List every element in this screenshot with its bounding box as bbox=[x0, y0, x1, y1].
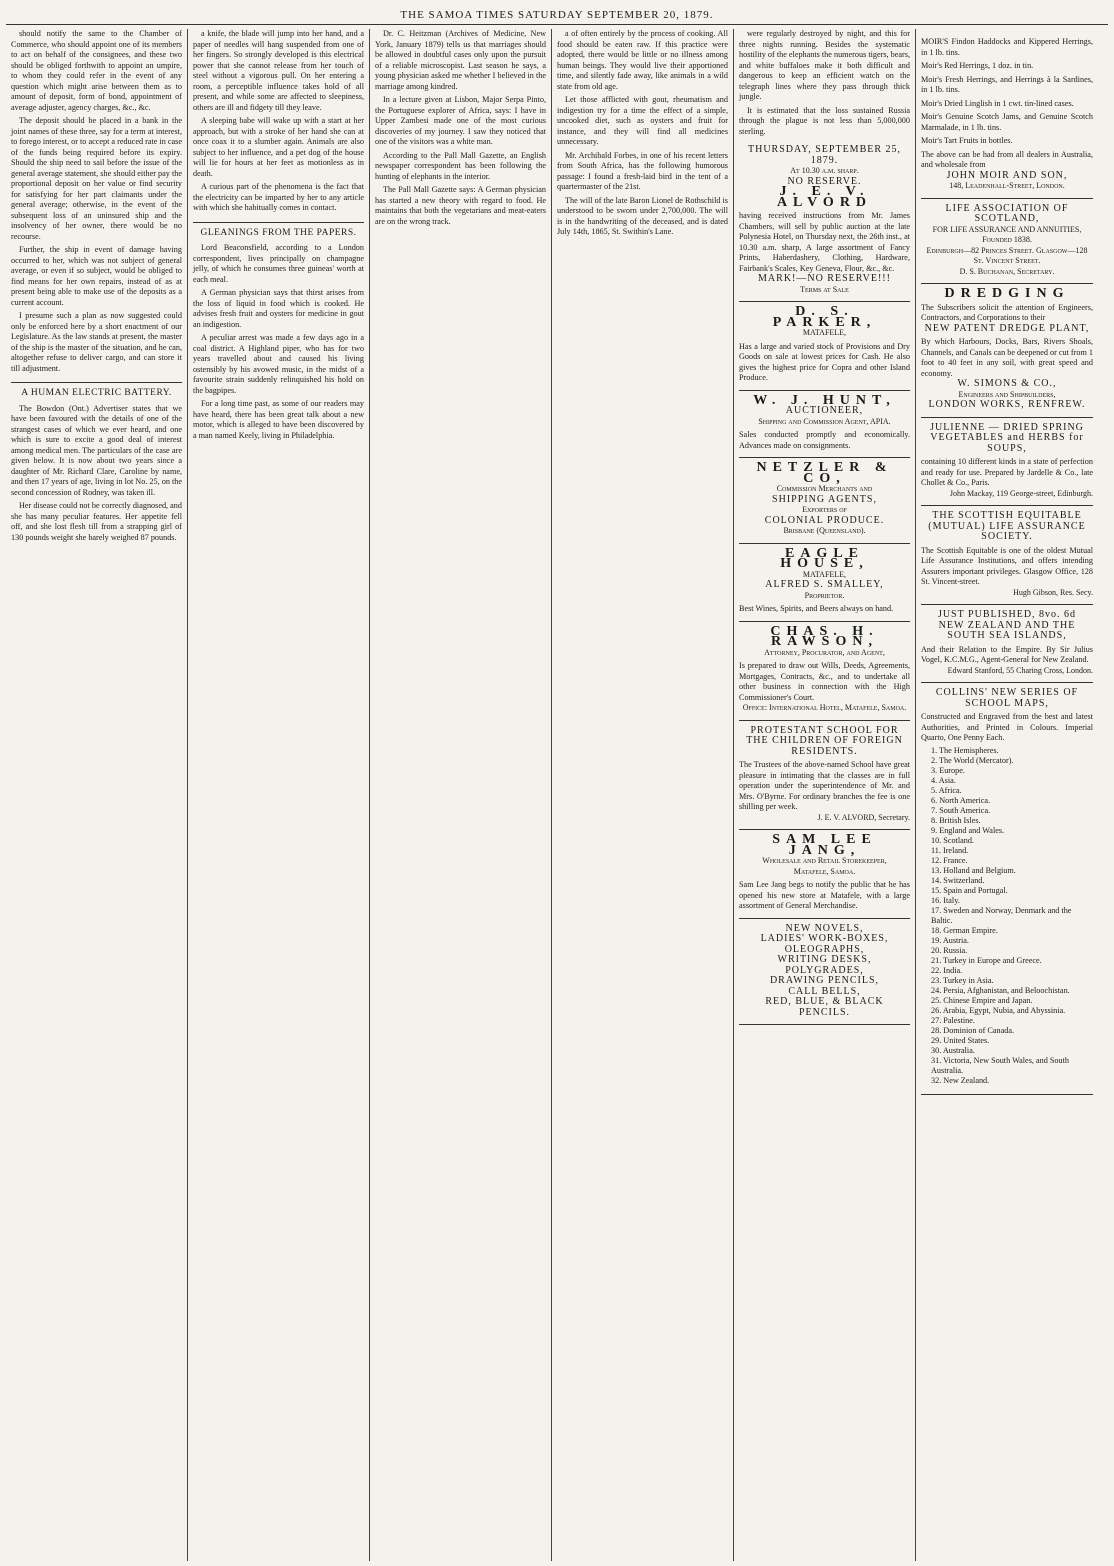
equitable-name: THE SCOTTISH EQUITABLE (MUTUAL) LIFE ASSURANCE SOCIETY. bbox=[928, 510, 1086, 542]
samlee-place: Matafele, Samoa. bbox=[793, 866, 856, 876]
auction-time: At 10.30 a.m. sharp. bbox=[790, 166, 859, 175]
julienne-ad bbox=[921, 418, 1093, 507]
paragraph: a of often entirely by the process of cooking. All food should be eaten raw. If this practice were adopted, there would be little or no illness among human beings. They would live their apportioned time, and silently fade away, like animals in a wild state from old age. bbox=[557, 29, 728, 91]
life-ad bbox=[921, 199, 1093, 285]
samlee-name: SAM LEE JANG, bbox=[772, 832, 877, 858]
list-item: 1. The Hemispheres. bbox=[931, 745, 999, 755]
dredging-body2: By which Harbours, Docks, Bars, Rivers Shoals, Channels, and Canals can be deepened or cut from 1 foot to 40 feet in any soil, with great speed and economy. bbox=[921, 337, 1093, 378]
column-5 bbox=[734, 29, 916, 1561]
parker-ad bbox=[739, 302, 910, 391]
moir-item: Moir's Dried Linglish in 1 cwt. tin-lined cases. bbox=[921, 98, 1074, 108]
paragraph: were regularly destroyed by night, and this for three nights running. Besides the systematic hostility of the elephants the numerous tigers, bears, and white buffaloes make it both difficult and dangerous to keep an efficient watch on the telegraph lines where they pass through thick jungle. bbox=[739, 29, 910, 101]
article-heading: A HUMAN ELECTRIC BATTERY. bbox=[11, 382, 182, 399]
rawson-sub: Attorney, Procurator, and Agent, bbox=[764, 647, 885, 657]
moir-addr: 148, Leadenhall-Street, London. bbox=[949, 181, 1065, 190]
list-item: 30. Australia. bbox=[931, 1045, 975, 1055]
samlee-body: Sam Lee Jang begs to notify the public that he has opened his new store at Matafele, with a large assortment of General Merchandise. bbox=[739, 880, 910, 910]
novels-item: RED, BLUE, & BLACK PENCILS. bbox=[765, 996, 884, 1018]
list-item: 15. Spain and Portugal. bbox=[931, 885, 1008, 895]
eagle-owner: ALFRED S. SMALLEY, bbox=[765, 579, 884, 590]
collins-name: COLLINS' NEW SERIES OF SCHOOL MAPS, bbox=[935, 687, 1079, 709]
columns bbox=[6, 29, 1108, 1561]
paragraph: Let those afflicted with gout, rheumatism and indigestion try for a time the effect of a simple, uncooked diet, such as oysters and fruit for instance, and they will find all medicines unnecessary. bbox=[557, 95, 728, 146]
life-addr: Edinburgh—82 Princes Street. Glasgow—128 St. Vincent Street. bbox=[926, 245, 1088, 265]
list-item: 28. Dominion of Canada. bbox=[931, 1025, 1014, 1035]
list-item: 7. South America. bbox=[931, 805, 991, 815]
dredging-line: NEW PATENT DREDGE PLANT, bbox=[924, 322, 1090, 334]
list-item: 9. England and Wales. bbox=[931, 825, 1005, 835]
column-1 bbox=[6, 29, 188, 1561]
nz-ad bbox=[921, 605, 1093, 683]
novels-item: LADIES' WORK-BOXES, bbox=[760, 933, 889, 944]
eagle-name: EAGLE HOUSE, bbox=[780, 545, 869, 571]
paragraph: Mr. Archibald Forbes, in one of his recent letters from South Africa, has the following humorous passage: I found a fresh-laid bird in the tent of a quartermaster of the 21st. bbox=[557, 150, 728, 191]
list-item: 25. Chinese Empire and Japan. bbox=[931, 995, 1033, 1005]
parker-name: D. S. PARKER, bbox=[772, 304, 877, 330]
column-2 bbox=[188, 29, 370, 1561]
eagle-ad bbox=[739, 544, 910, 622]
paragraph: The Pall Mall Gazette says: A German physician has started a new theory with regard to food. He maintains that both the vegetarians and meat-eaters are on the wrong track. bbox=[375, 185, 546, 226]
list-item: 13. Holland and Belgium. bbox=[931, 865, 1016, 875]
auction-ad bbox=[739, 140, 910, 302]
list-item: 32. New Zealand. bbox=[931, 1075, 990, 1085]
julienne-body: containing 10 different kinds in a state of perfection and ready for use. Prepared by Jardelle & Co., late Chollet & Co., Paris. bbox=[921, 457, 1093, 487]
paragraph: According to the Pall Mall Gazette, an English newspaper correspondent has been following the hunting of elephants in the interior. bbox=[375, 150, 546, 181]
novels-item: OLEOGRAPHS, bbox=[784, 943, 865, 955]
paragraph: A German physician says that thirst arises from the loss of liquid in food which is cooked. He advises fresh fruit and oysters for medicine in gout an indigestion. bbox=[193, 288, 364, 329]
moir-item: MOIR'S Findon Haddocks and Kippered Herrings, in 1 lb. tins. bbox=[921, 37, 1093, 57]
list-item: 31. Victoria, New South Wales, and South Australia. bbox=[931, 1055, 1069, 1075]
netzler-line2: COLONIAL PRODUCE. bbox=[764, 514, 885, 526]
paragraph: It is estimated that the loss sustained Russia through the plague is not less than 5,000,000 sterling. bbox=[739, 105, 910, 136]
dredging-place: LONDON WORKS, RENFREW. bbox=[928, 399, 1086, 410]
paragraph: A peculiar arrest was made a few days ago in a coal district. A Highland piper, who has for two years travelled about and caused his living ostensibly by his avowed music, in the midst of a favourite strain suddenly relinquished his hold on the bagpipes. bbox=[193, 333, 364, 395]
list-item: 27. Palestine. bbox=[931, 1015, 975, 1025]
collins-list bbox=[921, 746, 1093, 1086]
moir-ad bbox=[921, 29, 1093, 199]
netzler-sub2: Exporters of bbox=[802, 505, 847, 514]
paragraph: For a long time past, as some of our readers may have heard, there has been great talk about a new motor, which is alleged to have been discovered by a man named Keely, living in Philadelphia. bbox=[193, 399, 364, 440]
netzler-sub: Commission Merchants and bbox=[776, 484, 873, 493]
rawson-body: Is prepared to draw out Wills, Deeds, Agreements, Mortgages, Contracts, &c., and to undertake all other business in connection with the High Commissioner's Court. bbox=[739, 661, 910, 702]
list-item: 14. Switzerland. bbox=[931, 875, 985, 885]
list-item: 18. German Empire. bbox=[931, 925, 998, 935]
life-sub: FOR LIFE ASSURANCE AND ANNUITIES, Founded 1838. bbox=[932, 224, 1082, 244]
rawson-name: CHAS. H. RAWSON, bbox=[770, 623, 879, 649]
moir-item: Moir's Red Herrings, 1 doz. in tin. bbox=[921, 61, 1034, 70]
paragraph: a knife, the blade will jump into her hand, and a paper of needles will hang suspended from one of her fingers. So strongly developed is this electrical power that she cannot release from her touch of steel without a vigorous pull. On her entering a room, a perceptible influence takes hold of all present, and while some are affected to sleepiness, others are ill and fidgety till they leave. bbox=[193, 29, 364, 112]
list-item: 21. Turkey in Europe and Greece. bbox=[931, 955, 1042, 965]
moir-item: Moir's Tart Fruits in bottles. bbox=[921, 136, 1013, 145]
rawson-ad bbox=[739, 622, 910, 721]
list-item: 20. Russia. bbox=[931, 945, 968, 955]
column-3 bbox=[370, 29, 552, 1561]
dredging-body: The Subscribers solicit the attention of Engineers, Contractors, and Corporations to their bbox=[921, 302, 1093, 322]
dredging-firm: W. SIMONS & CO., bbox=[957, 378, 1057, 389]
auction-date: THURSDAY, SEPTEMBER 25, 1879. bbox=[747, 144, 902, 166]
auction-body: having received instructions from Mr. James Chambers, will sell by public auction at the late Polynesia Hotel, on Thursday next, the 26th inst., at 10.30 a.m. sharp, A large assortment of Fancy Prints, Haberdashery, Clothing, Hardware, Fairbank's Scales, Key Geneva, Flour, &c., &c. bbox=[739, 211, 910, 273]
eagle-body: Best Wines, Spirits, and Beers always on hand. bbox=[739, 604, 894, 613]
school-heading: PROTESTANT SCHOOL FOR THE CHILDREN OF FOREIGN RESIDENTS. bbox=[746, 724, 903, 757]
parker-place: MATAFELE, bbox=[802, 328, 847, 337]
novels-item: NEW NOVELS, bbox=[785, 922, 864, 934]
nz-name: JUST PUBLISHED, 8vo. 6d bbox=[937, 609, 1077, 620]
list-item: 10. Scotland. bbox=[931, 835, 974, 845]
paragraph: Lord Beaconsfield, according to a London correspondent, lives principally on champagne jelly, of which he consumes three guineas' worth at each meal. bbox=[193, 243, 364, 284]
moir-name: JOHN MOIR AND SON, bbox=[946, 169, 1068, 181]
list-item: 17. Sweden and Norway, Denmark and the Baltic. bbox=[931, 905, 1072, 925]
list-item: 5. Africa. bbox=[931, 785, 962, 795]
novels-item: CALL BELLS, bbox=[788, 985, 861, 997]
hunt-title: AUCTIONEER, bbox=[785, 405, 864, 416]
masthead: THE SAMOA TIMES SATURDAY SEPTEMBER 20, 1879. bbox=[6, 6, 1108, 25]
moir-item: Moir's Genuine Scotch Jams, and Genuine Scotch Marmalade, in 1 lb. tins. bbox=[921, 112, 1093, 132]
eagle-place: MATAFELE, bbox=[802, 569, 847, 579]
nz-body: And their Relation to the Empire. By Sir Julius Vogel, K.C.M.G., Agent-General for New Zealand. bbox=[921, 644, 1093, 664]
dredging-sub: Engineers and Shipbuilders, bbox=[958, 389, 1056, 399]
novels-item: DRAWING PENCILS, bbox=[769, 975, 880, 986]
list-item: 19. Austria. bbox=[931, 935, 969, 945]
paragraph: Dr. C. Heitzman (Archives of Medicine, New York, January 1879) tells us that marriages should be allowed in doubtful cases only upon the pursuit of a reliable microscopist. Last season he says, a young physician asked me whether I believed in the marriage among kindred. bbox=[375, 29, 546, 91]
paragraph: I presume such a plan as now suggested could only be enforced here by a short enactment of our Legislature. As the law stands at present, the master of the ship is the master of the situation, and he can, altogether refuse to deliver cargo, and can store it till adjustment. bbox=[11, 311, 182, 373]
hunt-sub: Shipping and Commission Agent, APIA. bbox=[758, 416, 891, 426]
equitable-sign: Hugh Gibson, Res. Secy. bbox=[1013, 587, 1093, 597]
auction-reserve: NO RESERVE. bbox=[787, 175, 862, 187]
paragraph: In a lecture given at Lisbon, Major Serpa Pinto, the Portuguese explorer of Africa, says: I have in Upper Zambesi made one of the most curious discoveries of my journey. I saw they noticed that one of the visitors was a white man. bbox=[375, 95, 546, 146]
paragraph: The Bowdon (Ont.) Advertiser states that we have been favoured with the details of one of the strangest cases of which we ever heard, and one which is sure to excite a good deal of interest among medical men. The particulars of the case are given below. It is now about two years since a daughter of Mr. Richard Clare, Caroline by name, and then 17 years of age, living in lot No. 25, on the second concession of Rodney, was taken ill. bbox=[11, 403, 182, 497]
list-item: 6. North America. bbox=[931, 795, 991, 805]
collins-body: Constructed and Engraved from the best and latest Authorities, and Printed in Colours. Imperial Quarto, One Penny Each. bbox=[921, 712, 1093, 742]
novels-item: POLYGRADES, bbox=[785, 964, 864, 976]
netzler-line: SHIPPING AGENTS, bbox=[772, 493, 877, 505]
eagle-role: Proprietor. bbox=[804, 590, 845, 600]
equitable-ad bbox=[921, 506, 1093, 605]
parker-body: Has a large and varied stock of Provisions and Dry Goods on sale at lowest prices for Cash. He also gives the highest price for Copra and other Island Produce. bbox=[739, 341, 910, 382]
list-item: 29. United States. bbox=[931, 1035, 990, 1045]
paragraph: Further, the ship in event of damage having occurred to her, which was not subject of general average, or even if so subject, would be obliged to find means for her own repairs, instead of as at present being able to make use of the deposits as a current account. bbox=[11, 245, 182, 307]
list-item: 12. France. bbox=[931, 855, 968, 865]
auction-mark: MARK!—NO RESERVE!!! bbox=[758, 273, 891, 284]
hunt-name: W. J. HUNT, bbox=[753, 392, 896, 408]
rawson-office: Office: International Hotel, Matafele, Samoa. bbox=[742, 703, 907, 712]
list-item: 16. Italy. bbox=[931, 895, 960, 905]
list-item: 3. Europe. bbox=[931, 765, 965, 775]
netzler-ad bbox=[739, 458, 910, 544]
novels-ad bbox=[739, 919, 910, 1026]
list-item: 4. Asia. bbox=[931, 775, 956, 785]
samlee-sub: Wholesale and Retail Storekeeper, bbox=[762, 856, 887, 865]
column-6 bbox=[916, 29, 1098, 1561]
auction-name: J. E. V. ALVORD bbox=[776, 184, 873, 210]
moir-item: Moir's Fresh Herrings, and Herrings à la Sardines, in 1 lb. tins. bbox=[921, 74, 1093, 94]
auction-terms: Terms at Sale bbox=[800, 284, 849, 294]
school-ad bbox=[739, 721, 910, 831]
julienne-sign: John Mackay, 119 George-street, Edinburgh. bbox=[949, 488, 1093, 498]
samlee-ad bbox=[739, 830, 910, 919]
school-body: The Trustees of the above-named School have great pleasure in intimating that the classes are in full operation under the superintendence of Mr. and Mrs. O'Byrne. For ordinary branches the fee is one shilling per week. bbox=[739, 760, 910, 811]
life-name: LIFE ASSOCIATION OF SCOTLAND, bbox=[945, 202, 1069, 224]
school-sign: J. E. V. ALVORD, Secretary. bbox=[817, 812, 910, 822]
list-item: 2. The World (Mercator). bbox=[931, 755, 1014, 765]
list-item: 8. British Isles. bbox=[931, 815, 981, 825]
list-item: 23. Turkey in Asia. bbox=[931, 975, 994, 985]
hunt-body: Sales conducted promptly and economically. Advances made on consignments. bbox=[739, 430, 910, 450]
paragraph: The deposit should be placed in a bank in the joint names of these three, say for a term at interest, to forego interest, or to accept a reduced rate in case of the funds being required before its expiry. Should the ship need to sail before the issue of the general average statement, she should either pay the proportional deposit on her value or find security for satisfying for her part claimants under the general average; otherwise, in the event of the subsequent loss of an uninsured ship and the insolvency of her owner, there would be no recourse. bbox=[11, 116, 182, 241]
list-item: 24. Persia, Afghanistan, and Beloochistan. bbox=[931, 985, 1070, 995]
collins-ad bbox=[921, 683, 1093, 1095]
paragraph: Her disease could not be correctly diagnosed, and she has many peculiar features. Her appetite fell off, and she lost flesh till from a strapping girl of 130 pounds weight she barely weighed 87 pounds. bbox=[11, 501, 182, 542]
hunt-ad bbox=[739, 391, 910, 459]
paragraph: should notify the same to the Chamber of Commerce, who should appoint one of its members to act on behalf of the consignees, and these two should be obliged forthwith to appoint an umpire, to whom they could refer in the event of any question which might arise between them as to amount of deposit, form of bond, appointment of average adjuster, agency charges, &c., &c. bbox=[11, 29, 182, 112]
article-heading: GLEANINGS FROM THE PAPERS. bbox=[193, 222, 364, 239]
list-item: 26. Arabia, Egypt, Nubia, and Abyssinia. bbox=[931, 1005, 1066, 1015]
julienne-name: JULIENNE — DRIED SPRING VEGETABLES and HERBS for SOUPS, bbox=[930, 421, 1084, 454]
paragraph: The will of the late Baron Lionel de Rothschild is understood to be sworn under 2,700,000. The will is in the handwriting of the deceased, and is dated July 14th, 1865, St. Swithin's Lane. bbox=[557, 195, 728, 236]
novels-item: WRITING DESKS, bbox=[777, 954, 872, 965]
nz-title: NEW ZEALAND AND THE SOUTH SEA ISLANDS, bbox=[938, 619, 1076, 641]
life-sign: D. S. Buchanan, Secretary. bbox=[959, 266, 1055, 276]
equitable-body: The Scottish Equitable is one of the oldest Mutual Life Assurance Institutions, and offers intending Assurers important privileges. Glasgow Office, 128 St. Vincent-street. bbox=[921, 545, 1093, 586]
netzler-name: NETZLER & CO, bbox=[756, 460, 893, 486]
paragraph: A curious part of the phenomena is the fact that the electricity can be imparted by her to any article with which she habitually comes in contact. bbox=[193, 182, 364, 212]
moir-foot: The above can be had from all dealers in Australia, and wholesale from bbox=[921, 149, 1093, 169]
dredging-ad bbox=[921, 284, 1093, 418]
netzler-place: Brisbane (Queensland). bbox=[783, 526, 866, 535]
nz-sign: Edward Stanford, 55 Charing Cross, London. bbox=[947, 665, 1093, 675]
dredging-name: DREDGING bbox=[944, 286, 1070, 301]
paragraph: A sleeping babe will wake up with a start at her approach, but with a stroke of her hand she can at once coax it to a slumber again. Animals are also subject to her influence, and a pet dog of the house will lie for hours at her feet as motionless as in death. bbox=[193, 116, 364, 178]
list-item: 11. Ireland. bbox=[931, 845, 969, 855]
column-4 bbox=[552, 29, 734, 1561]
list-item: 22. India. bbox=[931, 965, 963, 975]
